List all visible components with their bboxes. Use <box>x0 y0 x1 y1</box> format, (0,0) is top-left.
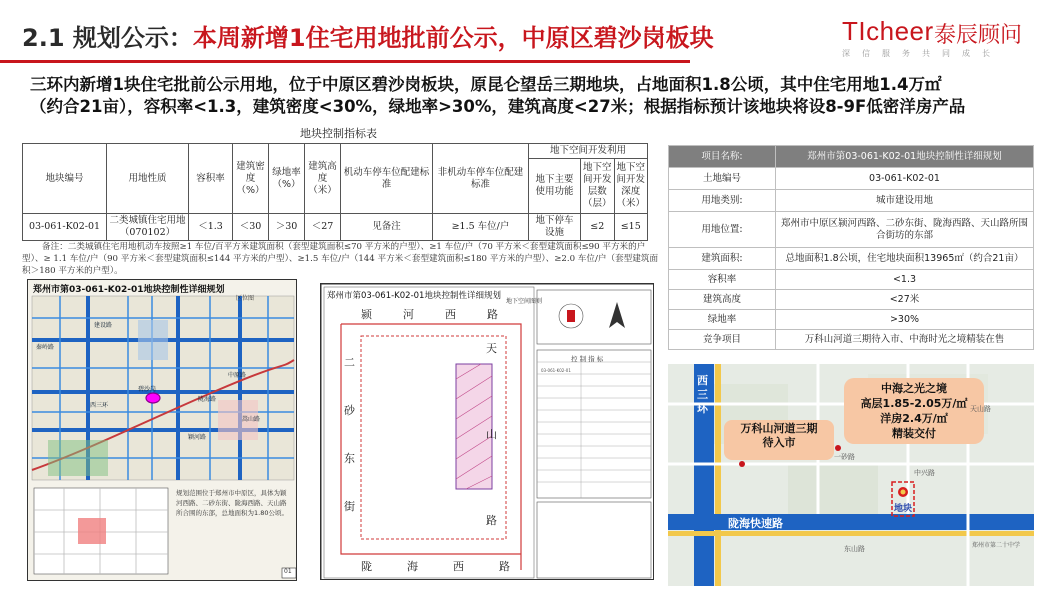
th-motor: 机动车停车位配建标准 <box>341 144 433 214</box>
map1-label-0: 秦岭路 <box>36 344 55 351</box>
th-nonmotor: 非机动车停车位配建标准 <box>433 144 529 214</box>
road-longhai-expressway: 陇海快速路 <box>728 517 783 530</box>
info-label-far: 容积率 <box>669 270 776 290</box>
callout-zhonghai-line4: 精装交付 <box>892 427 936 440</box>
map1-label-4: 西三环 <box>90 402 109 409</box>
company-logo <box>842 16 1042 56</box>
map1-label-6: 碧沙岗 <box>138 386 157 393</box>
callout-vanke-line2: 待入市 <box>762 436 796 449</box>
info-value-height: <27米 <box>776 290 1034 310</box>
td-nonmotor: ≥1.5 车位/户 <box>433 214 529 241</box>
underground-plan <box>320 283 654 580</box>
callout-zhonghai-line1: 中海之光之境 <box>881 382 947 395</box>
summary-line-1: 三环内新增1块住宅批前公示用地，位于中原区碧沙岗板块，原昆仑望岳三期地块，占地面积1.8公顷，其中住宅用地1.4万㎡ <box>30 75 942 94</box>
control-index-label: 控 制 指 标 <box>571 355 604 363</box>
road-n-0: 颍 <box>361 308 372 321</box>
info-value-land-type: 城市建设用地 <box>776 190 1034 212</box>
summary-text <box>30 74 1030 118</box>
logo-cn: 泰辰顾问 <box>934 23 1023 48</box>
map1-label-3: 颖河路 <box>188 434 207 441</box>
info-value-competition: 万科山河道三期待入市、中海时光之境精装在售 <box>776 330 1034 350</box>
control-index-table <box>22 143 648 241</box>
competition-map <box>668 364 1034 586</box>
info-label-green: 绿地率 <box>669 310 776 330</box>
th-parcel: 地块编号 <box>23 144 107 214</box>
td-green: ＞30 <box>269 214 305 241</box>
th-ug-floors: 地下空间开发层数（层） <box>581 159 615 214</box>
callout-zhonghai-line3: 洋房2.4万/㎡ <box>880 412 948 425</box>
road-w-2: 东 <box>344 452 355 465</box>
callout-zhonghai-line2: 高层1.85-2.05万/㎡ <box>860 397 968 410</box>
plot-id: 03-061-K02-01 <box>541 368 571 373</box>
td-parcel: 03-061-K02-01 <box>23 214 107 241</box>
road-w-1: 砂 <box>344 404 355 417</box>
th-height: 建筑高度（米） <box>305 144 341 214</box>
location-map-drawing <box>28 280 297 581</box>
headline: 本周新增1住宅用地批前公示，中原区碧沙岗板块 <box>192 24 714 52</box>
info-value-location: 郑州市中原区颍河西路、二砂东街、陇海西路、天山路所围合街坊的东部 <box>776 212 1034 248</box>
poi-2: 郑州市第二十中学 <box>972 542 1021 549</box>
road-n-1: 河 <box>403 308 414 321</box>
road-e-2: 路 <box>486 514 497 527</box>
page-header <box>0 0 1064 64</box>
underground-plan-legend: 地下空间图则 <box>506 298 543 305</box>
info-value-green: >30% <box>776 310 1034 330</box>
map1-label-2: 中原路 <box>228 372 247 379</box>
location-map-title: 郑州市第03-061-K02-01地块控制性详细规划 <box>33 285 225 295</box>
page-title <box>22 18 714 53</box>
road-s-0: 陇 <box>361 560 372 573</box>
logo-slogan: 深信服务共同成长 <box>842 49 1002 58</box>
info-label-land-type: 用地类别: <box>669 190 776 212</box>
th-far: 容积率 <box>189 144 233 214</box>
th-underground: 地下空间开发利用 <box>529 144 648 159</box>
plot-label: 地块 <box>894 504 913 514</box>
info-value-far: <1.3 <box>776 270 1034 290</box>
road-n-2: 西 <box>445 308 456 321</box>
location-map <box>27 279 297 581</box>
location-map-subtitle: 区位图 <box>236 295 255 302</box>
road-n-3: 路 <box>487 308 498 321</box>
info-label-location: 用地位置: <box>669 212 776 248</box>
logo-text: TIcheer <box>842 16 934 46</box>
info-header-label: 项目名称: <box>669 146 776 168</box>
th-ug-use: 地下主要使用功能 <box>529 159 581 214</box>
project-info-table <box>668 145 1034 350</box>
td-motor: 见备注 <box>341 214 433 241</box>
map1-label-7: 嵩山路 <box>242 416 261 423</box>
location-map-desc: 规划范围位于郑州市中原区，具体为颖河西路、二砂东街、陇海西路、天山路所合围的东部，总地面积为1.80公顷。 <box>176 489 288 517</box>
th-density: 建筑密度（%） <box>233 144 269 214</box>
poi-0: 一砂路 <box>834 453 855 461</box>
summary-line-2: （约合21亩），容积率<1.3，建筑密度<30%，绿地率>30%，建筑高度<27米；根据指标预计该地块将设8-9F低密洋房产品 <box>30 97 966 116</box>
td-ug-use: 地下停车设施 <box>529 214 581 241</box>
poi-4: 天山路 <box>970 405 991 413</box>
info-label-area: 建筑面积: <box>669 248 776 270</box>
section-number: 2.1 规划公示： <box>22 24 193 52</box>
road-s-3: 路 <box>499 560 510 573</box>
road-e-1: 山 <box>486 428 497 441</box>
poi-1: 中兴路 <box>914 469 935 477</box>
control-table-note: 备注：二类城镇住宅用地机动车按照≥1 车位/百平方米建筑面积（套型建筑面积≤70 平方米的户型）、≥1 车位/户（70 平方米＜套型建筑面积≤90 平方米的户型）、≥ 1.1 车位/户（90 平方米＜套型建筑面积≤144 平方米的户型）、≥1.5 车位/户（144 平方米＜套型建筑面积≤180 平方米的户型）、≥2.0 车位/户（套型建筑面积＞180 平方米的户型）。 <box>22 242 659 276</box>
th-use: 用地性质 <box>107 144 189 214</box>
callout-zhonghai <box>844 381 984 441</box>
poi-3: 东山路 <box>844 545 865 553</box>
road-w-0: 二 <box>344 356 355 369</box>
map1-label-1: 建设路 <box>94 322 113 329</box>
td-use: 二类城镇住宅用地（070102） <box>107 214 189 241</box>
road-e-0: 天 <box>486 342 497 355</box>
callout-vanke-line1: 万科山河道三期 <box>740 422 818 435</box>
info-label-height: 建筑高度 <box>669 290 776 310</box>
road-s-1: 海 <box>407 560 418 573</box>
th-ug-depth: 地下空间开发深度（米） <box>614 159 648 214</box>
td-density: ＜30 <box>233 214 269 241</box>
info-value-land-no: 03-061-K02-01 <box>776 168 1034 190</box>
title-underline <box>0 60 690 63</box>
control-table-title: 地块控制指标表 <box>300 127 377 140</box>
map1-label-5: 陇海路 <box>198 396 217 403</box>
info-label-land-no: 土地编号 <box>669 168 776 190</box>
road-s-2: 西 <box>453 560 464 573</box>
td-far: ＜1.3 <box>189 214 233 241</box>
th-green: 绿地率（%） <box>269 144 305 214</box>
callout-vanke <box>724 422 834 450</box>
info-label-competition: 竞争项目 <box>669 330 776 350</box>
location-map-page: 01 <box>284 568 292 575</box>
td-ug-floors: ≤2 <box>581 214 615 241</box>
td-height: ＜27 <box>305 214 341 241</box>
site-marker <box>146 393 160 403</box>
road-west-third-ring: 西三环 <box>697 374 708 415</box>
underground-plan-title: 郑州市第03-061-K02-01地块控制性详细规划 <box>327 291 501 301</box>
td-ug-depth: ≤15 <box>614 214 648 241</box>
info-header-value: 郑州市第03-061-K02-01地块控制性详细规划 <box>776 146 1034 168</box>
road-w-3: 街 <box>344 500 355 513</box>
info-value-area: 总地面积1.8公顷，住宅地块面积13965㎡（约合21亩） <box>776 248 1034 270</box>
